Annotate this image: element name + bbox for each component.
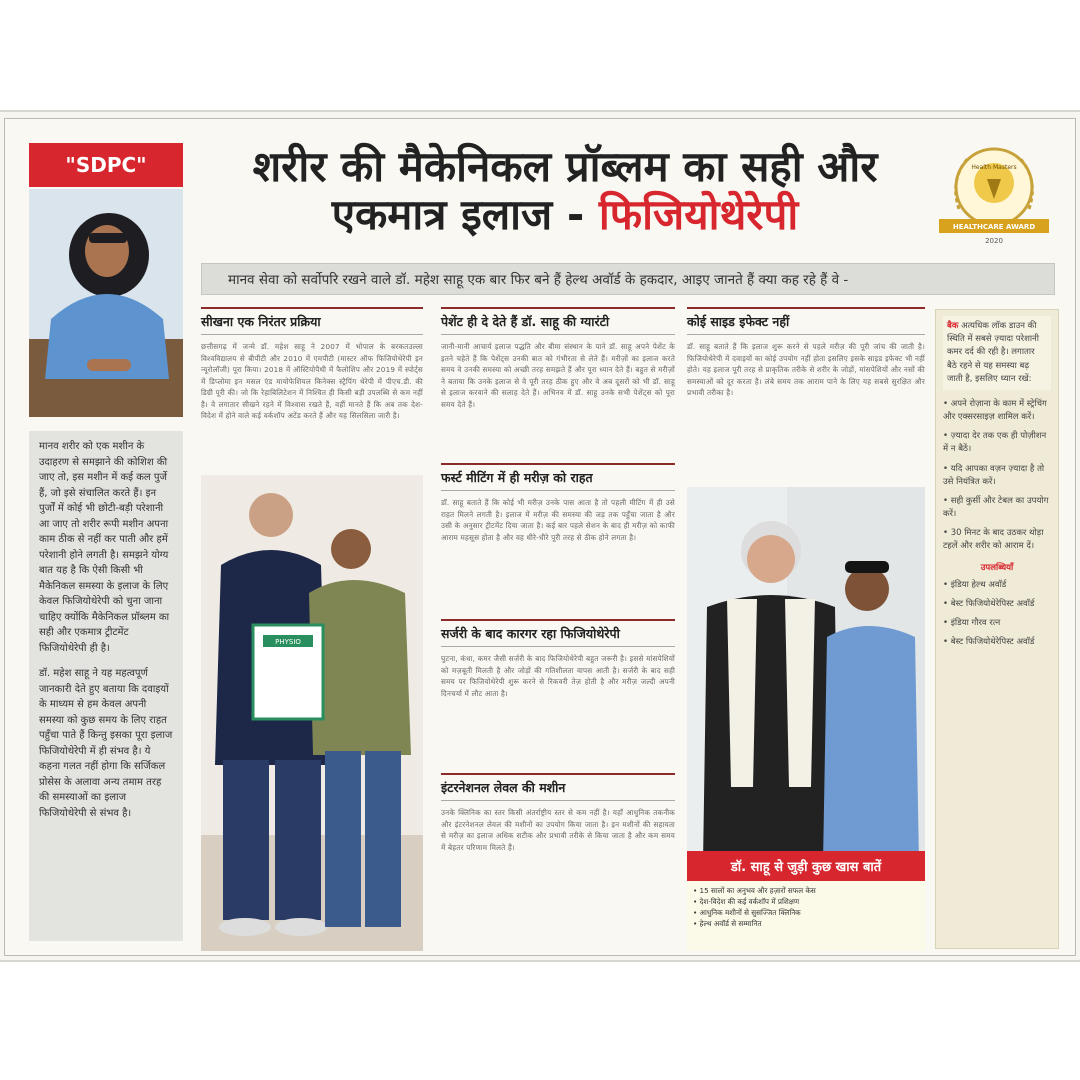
section-guarantee-body: जानी-मानी आचार्य इलाज पद्धति और बीमा संस्थान के पाने डॉ. साहू अपने पेशेंट के इतने चहेते हैं कि पेशेंट्स उनकी बात को गंभीरता से लेते हैं। मरीज़ों का इलाज करते समय वे उनकी समस्या को अच्छी तरह समझते हैं और पूरा ध्यान देते हैं। बहुत से मरीज़ों ने बताया कि उनके इलाज से वे पूरी तरह ठीक हुए और वे अब दूसरों को भी डॉ. साहू से इलाज करवाने की सलाह देते हैं। अभिनव में डॉ. साहू उनके सभी पेशेंट्स को पूरा समय देते हैं। xyxy=(441,342,675,409)
key-point: • देश-विदेश की कई वर्कशॉप में प्रशिक्षण xyxy=(693,897,800,907)
award-year: 2020 xyxy=(985,237,1003,245)
tip-item: • 30 मिनट के बाद उठकर थोड़ा टहलें और शरीर को आराम दें। xyxy=(943,528,1044,552)
achievement-item: • इंडिया गौरव रत्न xyxy=(943,618,1001,629)
tip-item: • अपने रोज़ाना के काम में स्ट्रेचिंग और एक्सरसाइज़ शामिल करें। xyxy=(943,398,1047,423)
section-first-meeting-body: डॉ. साहू बताते हैं कि कोई भी मरीज़ उनके पास आता है तो पहली मीटिंग में ही उसे राहत मिलने लगती है। इलाज में मरीज़ की समस्या की जड़ तक पहुँचा जाता है और उसी के अनुसार ट्रीटमेंट दिया जाता है। कई बार पहले सेशन के बाद ही मरीज़ को काफी आराम महसूस होता है और वह धीरे-धीरे पूरी तरह से ठीक होने लगता है। xyxy=(441,498,675,542)
tip-item: • ज़्यादा देर तक एक ही पोज़ीशन में न बैठें। xyxy=(943,431,1047,455)
section-first-meeting-title: फर्स्ट मीटिंग में ही मरीज़ को राहत xyxy=(441,463,675,491)
photo-with-guest xyxy=(687,487,925,863)
award-ribbon: HEALTHCARE AWARD xyxy=(952,223,1036,231)
section-guarantee-title: पेशेंट ही दे देते हैं डॉ. साहू की ग्यारंटी xyxy=(441,307,675,335)
section-surgery-title: सर्जरी के बाद कारगर रहा फिजियोथेरेपी xyxy=(441,619,675,647)
section-learning-body: छत्तीसगढ़ में जन्मे डॉ. महेश साहू ने 2007 में भोपाल के बरकतउल्ला विश्वविद्यालय से बीपीटी और 2010 में एमपीटी (मास्टर ऑफ फिजियोथेरेपी इन न्यूरोलॉजी) पूरा किया। 2018 में ऑस्टियोपैथी में फैलोशिप और 2019 में स्पोर्ट्स में डिप्लोमा इन मसल एंड मायोफेशियल किनेक्स स्ट्रैपिंग थेरेपी में पीएच.डी. की डिग्री पूरी की। जो कि रेहाबिलिटेशन में निश्चित ही किसी बड़ी उपलब्धि से कम नहीं है। वे लगातार सीखने रहने में विश्वास रखते हैं, वहीं मानते हैं कि अब तक देश-विदेश में होने वाले कई वर्कशॉप अटेंड करते हैं और यह सिलसिला जारी है। xyxy=(201,342,423,421)
section-machine-title: इंटरनेशनल लेवल की मशीन xyxy=(441,773,675,801)
key-point: • आधुनिक मशीनों से सुसज्जित क्लिनिक xyxy=(693,908,801,918)
section-no-side-effect-body: डॉ. साहू बताते हैं कि इलाज शुरू करने से पहले मरीज़ की पूरी जांच की जाती है। फिजियोथेरेपी में दवाइयों का कोई उपयोग नहीं होता इसलिए इसके साइड इफेक्ट भी नहीं होते। यह इलाज पूरी तरह से प्राकृतिक तरीके से शरीर के जोड़ों, मांसपेशियों और नसों की समस्याओं को दूर करता है। लंबे समय तक आराम पाने के लिए यह सबसे सुरक्षित और प्रभावी तरीका है। xyxy=(687,342,925,398)
headline-highlight: फिजियोथेरेपी xyxy=(598,190,799,240)
headline-prefix: एकमात्र इलाज - xyxy=(331,190,585,240)
tips-intro-label: बैक xyxy=(947,321,959,331)
headline-line-1: शरीर की मैकेनिकल प्रॉब्लम का सही और xyxy=(252,142,878,191)
page-frame xyxy=(4,118,1076,956)
intro-paragraph-2: डॉ. महेश साहू ने यह महत्वपूर्ण जानकारी देते हुए बताया कि दवाइयों के माध्यम से हम केवल अपनी समस्या को कुछ समय के लिए राहत पहुँचा पाते हैं किन्तु इसका पूरा इलाज फिजियोथेरेपी में ही संभव है। ये कहना गलत नहीं होगा कि सर्जिकल प्रोसेस के अलावा अन्य तमाम तरह की समस्याओं का इलाज फिजियोथेरेपी से संभव है। xyxy=(39,668,173,819)
section-machine xyxy=(441,773,675,853)
section-learning xyxy=(201,307,423,422)
tip-item: • सही कुर्सी और टेबल का उपयोग करें। xyxy=(943,495,1049,520)
tip-item: • यदि आपका वज़न ज़्यादा है तो उसे नियंत्रित करें। xyxy=(943,463,1045,487)
newspaper-sheet xyxy=(0,110,1080,962)
section-first-meeting xyxy=(441,463,675,543)
section-surgery xyxy=(441,619,675,699)
key-points-title: डॉ. साहू से जुड़ी कुछ खास बातें xyxy=(687,851,925,881)
achievements-title: उपलब्धियाँ xyxy=(980,562,1014,573)
headline-line-2 xyxy=(205,191,925,239)
achievements-list xyxy=(943,579,1051,650)
tips-intro-text: अत्यधिक लॉक डाउन की स्थिति में सबसे ज़्यादा परेशानी कमर दर्द की रही है। लगातार बैठे रहने से यह समस्या बढ़ जाती है, इसलिए ध्यान रखें: xyxy=(947,321,1039,384)
section-guarantee xyxy=(441,307,675,410)
portrait-photo xyxy=(29,189,183,417)
intro-paragraph-1: मानव शरीर को एक मशीन के उदाहरण से समझाने की कोशिश की जाए तो, इस मशीन में कई कल पुर्जे हैं, जो इसे संचालित करते हैं। इन पुर्जों में कोई भी छोटी-बड़ी परेशानी आ जाए तो शरीर रूपी मशीन अपना काम ठीक से नहीं कर पाती और हमें परेशानी होने लगती है। समझने योग्य बात यह है कि ऐसी किसी भी मैकेनिकल समस्या के इलाज के लिए केवल फिजियोथेरेपी को चुना जाना चाहिए क्योंकि मैकेनिकल प्रॉब्लम का सही और एकमात्र ट्रीटमेंट फिजियोथेरेपी ही है। xyxy=(39,441,170,654)
key-points-list xyxy=(687,881,925,951)
achievement-item: • बेस्ट फिजियोथेरेपिस्ट अवॉर्ड xyxy=(943,637,1035,648)
section-no-side-effect-title: कोई साइड इफेक्ट नहीं xyxy=(687,307,925,335)
sdpc-badge: "SDPC" xyxy=(29,143,183,187)
award-emblem xyxy=(929,139,1059,249)
photo-card-text: PHYSIO xyxy=(275,638,301,646)
tips-sidebar xyxy=(935,309,1059,949)
achievement-item: • बेस्ट फिजियोथेरेपिस्ट अवॉर्ड xyxy=(943,598,1035,609)
key-point: • 15 सालों का अनुभव और हज़ारों सफल केस xyxy=(693,886,816,895)
tips-intro xyxy=(943,316,1051,390)
section-surgery-body: घुटना, कंधा, कमर जैसी सर्जरी के बाद फिजियोथेरेपी बहुत जरूरी है। इससे मांसपेशियों को मज़बूती मिलती है और जोड़ों की गतिशीलता वापस आती है। सर्जरी के बाद सही समय पर फिजियोथेरेपी शुरू करने से रिकवरी तेज़ होती है और मरीज़ जल्दी अपनी दिनचर्या में लौट आता है। xyxy=(441,654,675,698)
main-headline xyxy=(205,143,925,240)
section-learning-title: सीखना एक निरंतर प्रक्रिया xyxy=(201,307,423,335)
achievement-item: • इंडिया हेल्थ अवॉर्ड xyxy=(943,579,1007,590)
section-no-side-effect xyxy=(687,307,925,399)
section-machine-body: उनके क्लिनिक का स्तर किसी अंतर्राष्ट्रीय स्तर से कम नहीं है। यहाँ आधुनिक तकनीक और इंटरनेशनल लेवल की मशीनों का उपयोग किया जाता है। इन मशीनों की सहायता से मरीज़ का इलाज अधिक सटीक और प्रभावी तरीके से किया जाता है और कम समय में बेहतर परिणाम मिलते हैं। xyxy=(441,808,675,852)
key-point: • हेल्थ अवॉर्ड से सम्मानित xyxy=(693,919,762,929)
photo-handshake xyxy=(201,475,423,951)
tips-list xyxy=(943,398,1051,554)
left-intro-column xyxy=(29,431,183,941)
award-ring-text: Health Masters xyxy=(971,164,1017,171)
subheadline-bar: मानव सेवा को सर्वोपरि रखने वाले डॉ. महेश साहू एक बार फिर बने हैं हेल्थ अवॉर्ड के हकदार, आइए जानते हैं क्या कह रहे हैं वे - xyxy=(201,263,1055,295)
